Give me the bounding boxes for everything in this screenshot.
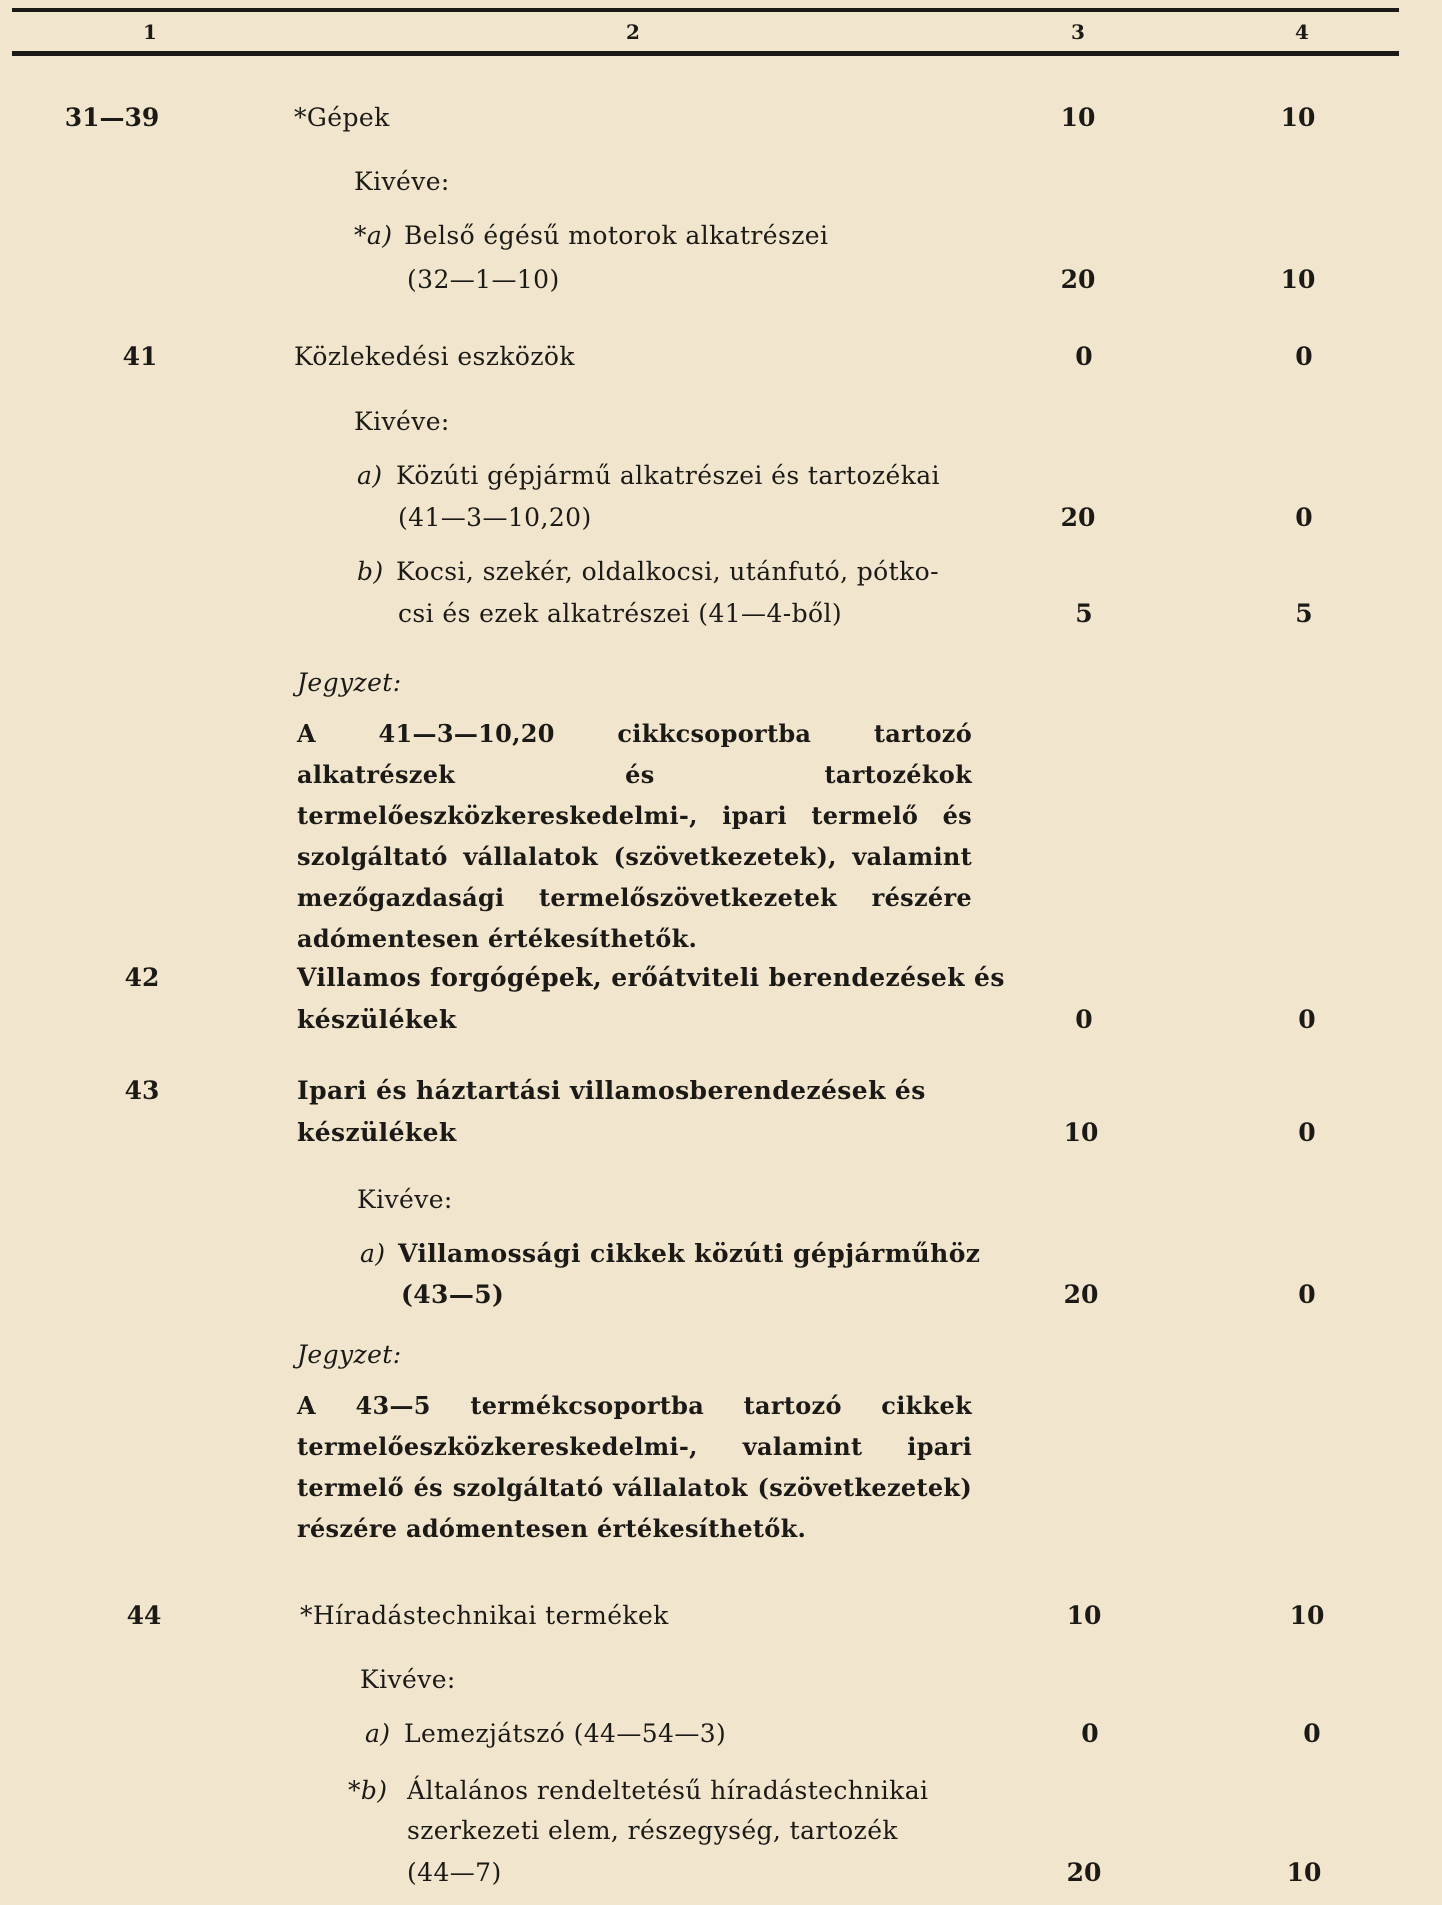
item-text: Közúti gépjármű alkatrészei és tartozékai (396, 461, 940, 490)
item-code: (44—7) (407, 1858, 502, 1887)
item-text: Általános rendeltetésű híradástechnikai (407, 1776, 929, 1805)
rate-col4: 0 (1295, 503, 1313, 532)
rate-col3: 20 (1063, 1280, 1099, 1309)
row-title: *Híradástechnikai termékek (300, 1601, 669, 1630)
rate-col3: 20 (1060, 503, 1096, 532)
rate-col4: 0 (1295, 342, 1313, 371)
item-marker: *b) (348, 1776, 388, 1805)
note-label: Jegyzet: (297, 668, 402, 697)
note-label: Jegyzet: (297, 1340, 402, 1369)
rate-col3: 0 (1081, 1719, 1099, 1748)
column-number-2: 2 (626, 20, 640, 44)
rate-col4: 0 (1298, 1005, 1316, 1034)
rate-col4: 10 (1286, 1858, 1322, 1887)
rate-col4: 0 (1298, 1280, 1316, 1309)
rate-col3: 5 (1075, 599, 1093, 628)
item-text: Kocsi, szekér, oldalkocsi, utánfutó, pótko- (396, 557, 939, 586)
rate-col4: 10 (1289, 1601, 1325, 1630)
row-title: készülékek (297, 1005, 457, 1034)
note-text: A 43—5 termékcsoportba tartozó cikkek termelőeszközkereskedelmi-, valamint ipari termelő és szolgáltató vállalatok (szövetkezetek) részére adómentesen értékesíthetők. (297, 1391, 972, 1543)
rate-col4: 0 (1303, 1719, 1321, 1748)
rate-col4: 10 (1280, 265, 1316, 294)
row-code: 43 (124, 1076, 160, 1105)
item-code: (32—1—10) (407, 265, 560, 294)
row-title: Közlekedési eszközök (294, 342, 575, 371)
rate-col3: 20 (1060, 265, 1096, 294)
rate-col3: 10 (1060, 103, 1096, 132)
row-code: 41 (122, 342, 158, 371)
row-code: 42 (124, 963, 160, 992)
exception-heading: Kivéve: (360, 1665, 456, 1694)
rate-col3: 0 (1075, 342, 1093, 371)
item-code: (43—5) (401, 1280, 505, 1309)
item-text: Belső égésű motorok alkatrészei (404, 221, 829, 250)
row-title: Villamos forgógépek, erőátviteli berendezések és (297, 963, 1005, 992)
row-title: *Gépek (294, 103, 390, 132)
rate-col3: 10 (1063, 1118, 1099, 1147)
column-number-4: 4 (1295, 20, 1309, 44)
item-text: szerkezeti elem, részegység, tartozék (407, 1816, 898, 1845)
item-marker: a) (357, 461, 383, 490)
rate-col3: 10 (1066, 1601, 1102, 1630)
item-marker: *a) (354, 221, 393, 250)
row-title: Ipari és háztartási villamosberendezések és (297, 1076, 926, 1105)
item-text: csi és ezek alkatrészei (41—4-ből) (398, 599, 843, 628)
column-number-1: 1 (143, 20, 157, 44)
item-text: Lemezjátszó (44—54—3) (404, 1719, 727, 1748)
item-marker: a) (360, 1239, 386, 1268)
note-text: A 41—3—10,20 cikkcsoportba tartozó alkatrészek és tartozékok termelőeszközkereskedelmi-, ipari termelő és szolgáltató vállalatok (szövetkezetek), valamint mezőgazdasági termelőszövetkezetek részére adómentesen értékesíthetők. (297, 719, 972, 953)
rate-col4: 0 (1298, 1118, 1316, 1147)
column-number-3: 3 (1071, 20, 1085, 44)
item-marker: b) (357, 557, 384, 586)
row-code: 31—39 (64, 103, 160, 132)
rate-col3: 20 (1066, 1858, 1102, 1887)
row-title: készülékek (297, 1118, 457, 1147)
exception-heading: Kivéve: (354, 167, 450, 196)
item-marker: a) (365, 1719, 391, 1748)
item-code: (41—3—10,20) (398, 503, 592, 532)
exception-heading: Kivéve: (357, 1185, 453, 1214)
rate-col4: 5 (1295, 599, 1313, 628)
exception-heading: Kivéve: (354, 407, 450, 436)
item-text: Villamossági cikkek közúti gépjárműhöz (398, 1239, 981, 1268)
header-rule (12, 51, 1399, 56)
rate-col3: 0 (1075, 1005, 1093, 1034)
row-code: 44 (126, 1601, 162, 1630)
rate-col4: 10 (1280, 103, 1316, 132)
top-rule (12, 8, 1399, 12)
